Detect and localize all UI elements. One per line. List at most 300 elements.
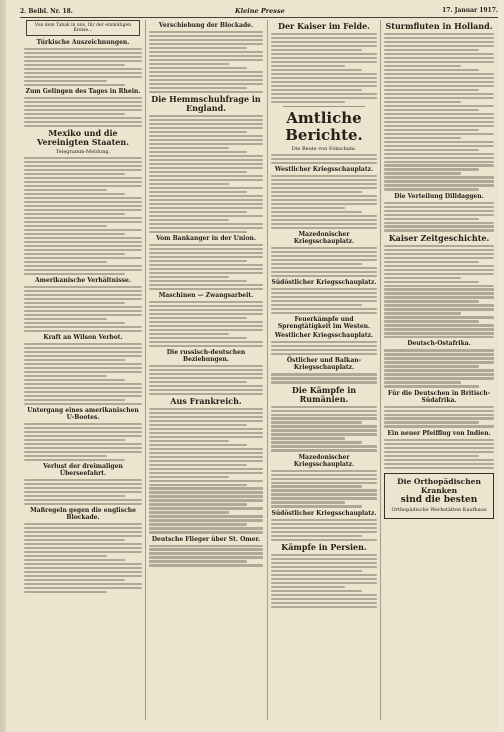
text-line — [24, 80, 107, 82]
text-line — [149, 556, 263, 558]
text-line — [271, 53, 377, 55]
text-line — [149, 548, 263, 550]
text-line — [271, 187, 377, 189]
text-line — [149, 151, 247, 153]
column-2 — [149, 20, 263, 720]
text-line — [149, 123, 263, 125]
text-line — [149, 424, 247, 426]
article-body — [271, 519, 377, 541]
text-line — [384, 113, 494, 115]
article-heading: Östlicher und Balkan-Kriegsschauplatz. — [286, 357, 362, 372]
text-line — [24, 105, 142, 107]
text-line — [271, 219, 377, 221]
text-line — [149, 155, 263, 157]
text-line — [24, 185, 142, 187]
text-line — [271, 97, 377, 99]
text-line — [24, 395, 142, 397]
text-line — [271, 433, 377, 435]
text-line — [149, 47, 247, 49]
text-line — [149, 75, 263, 77]
text-line — [24, 371, 142, 373]
text-line — [149, 276, 229, 278]
text-line — [149, 309, 263, 311]
text-line — [149, 51, 263, 53]
article-heading: Südöstlicher Kriegsschauplatz. — [271, 279, 377, 287]
text-line — [24, 347, 142, 349]
text-line — [24, 383, 142, 385]
text-line — [149, 231, 247, 233]
article-body — [271, 554, 377, 608]
article-heading: Maschinen — Zwangsarbeit. — [158, 291, 254, 299]
text-line — [271, 191, 362, 193]
text-line — [384, 443, 494, 445]
text-line — [271, 89, 362, 91]
text-line — [149, 523, 247, 525]
text-line — [271, 437, 345, 439]
text-line — [24, 547, 142, 549]
text-line — [24, 527, 142, 529]
article-body — [24, 479, 142, 505]
text-line — [384, 164, 494, 166]
text-line — [271, 263, 362, 265]
text-line — [24, 173, 125, 175]
issue-number: 2. Beibl. Nr. 18. — [20, 8, 73, 15]
article-body — [271, 33, 377, 103]
text-line — [384, 77, 494, 79]
text-line — [384, 406, 494, 408]
text-line — [384, 129, 479, 131]
text-line — [24, 427, 142, 429]
text-line — [384, 414, 494, 416]
article-body — [271, 341, 377, 355]
text-line — [271, 606, 377, 608]
newspaper-title: Kleine Presse — [235, 7, 285, 15]
text-line — [384, 336, 494, 338]
article-body — [149, 545, 263, 567]
article-heading: Der Kaiser im Felde. — [278, 21, 370, 31]
text-line — [384, 141, 494, 143]
text-line — [271, 33, 377, 35]
text-line — [384, 365, 479, 367]
text-line — [384, 222, 494, 224]
text-line — [149, 63, 229, 65]
text-line — [149, 389, 263, 391]
text-line — [24, 165, 142, 167]
text-line — [149, 195, 263, 197]
text-line — [24, 387, 142, 389]
text-line — [24, 72, 142, 74]
text-line — [384, 137, 461, 139]
article-heading: Feuerkämpfe und Sprengtätigkeit im Westen. — [277, 316, 371, 331]
article-heading: Die Verteilung Dilldaggen. — [394, 192, 484, 200]
text-line — [384, 316, 494, 318]
text-line — [149, 313, 263, 315]
article-body — [384, 245, 494, 339]
text-line — [384, 332, 494, 334]
text-line — [24, 451, 142, 453]
text-line — [149, 515, 263, 517]
text-line — [271, 247, 377, 249]
text-line — [271, 175, 377, 177]
text-line — [271, 37, 377, 39]
text-line — [24, 322, 125, 324]
text-line — [271, 566, 377, 568]
text-line — [384, 361, 494, 363]
text-line — [384, 57, 494, 59]
text-line — [24, 314, 142, 316]
text-line — [149, 183, 229, 185]
text-line — [24, 60, 142, 62]
text-line — [149, 252, 263, 254]
text-line — [271, 300, 377, 302]
text-line — [384, 277, 461, 279]
text-line — [271, 203, 377, 205]
text-line — [384, 157, 494, 159]
section-subtitle: Die Beute von Fokschani. — [291, 145, 357, 152]
article-heading: Türkische Auszeichnungen. — [36, 39, 130, 46]
text-line — [149, 416, 263, 418]
text-line — [149, 460, 263, 462]
text-line — [384, 320, 479, 322]
text-line — [149, 552, 263, 554]
text-line — [271, 353, 377, 355]
text-line — [24, 201, 142, 203]
article-body — [271, 154, 377, 164]
article-heading: Die russisch-deutschen Beziehungen. — [166, 348, 246, 363]
text-line — [24, 241, 142, 243]
article-body — [24, 157, 142, 275]
text-line — [24, 229, 142, 231]
text-line — [384, 459, 494, 461]
text-line — [384, 304, 494, 306]
text-line — [384, 225, 494, 227]
text-line — [384, 133, 494, 135]
text-line — [271, 101, 345, 103]
text-line — [149, 288, 263, 290]
text-line — [149, 412, 263, 414]
text-line — [149, 31, 263, 33]
text-line — [24, 225, 107, 227]
text-line — [271, 93, 377, 95]
text-line — [384, 65, 461, 67]
article-body — [384, 439, 494, 469]
text-line — [24, 265, 142, 267]
text-line — [24, 56, 142, 58]
text-line — [24, 101, 142, 103]
text-line — [24, 177, 142, 179]
text-line — [384, 168, 479, 170]
text-line — [149, 223, 263, 225]
text-line — [149, 560, 247, 562]
text-line — [149, 329, 263, 331]
issue-date: 17. Januar 1917. — [442, 7, 498, 14]
text-line — [24, 193, 125, 195]
text-line — [271, 527, 377, 529]
text-line — [384, 249, 494, 251]
text-line — [149, 545, 263, 547]
text-line — [384, 257, 494, 259]
text-line — [149, 211, 247, 213]
text-line — [384, 97, 494, 99]
text-line — [271, 292, 377, 294]
text-line — [149, 499, 263, 501]
article-body — [384, 33, 494, 191]
text-line — [24, 359, 125, 361]
text-line — [24, 591, 107, 593]
text-line — [24, 571, 142, 573]
text-line — [271, 154, 377, 156]
text-line — [149, 143, 263, 145]
text-line — [149, 115, 263, 117]
text-line — [24, 68, 142, 70]
article-heading: Mazedonischer Kriegsschauplatz. — [293, 453, 355, 468]
text-line — [271, 223, 377, 225]
text-line — [149, 55, 263, 57]
text-line — [384, 184, 494, 186]
text-line — [149, 393, 263, 395]
text-line — [384, 53, 494, 55]
text-line — [271, 341, 377, 343]
text-line — [384, 253, 494, 255]
article-body — [24, 48, 142, 86]
text-line — [24, 523, 142, 525]
text-line — [149, 39, 263, 41]
text-line — [149, 511, 229, 513]
text-line — [24, 197, 142, 199]
text-line — [384, 353, 494, 355]
text-line — [149, 503, 247, 505]
text-line — [149, 305, 263, 307]
text-line — [271, 497, 377, 499]
text-line — [384, 381, 461, 383]
text-line — [24, 567, 142, 569]
text-line — [149, 385, 263, 387]
text-line — [271, 485, 362, 487]
article-body — [271, 247, 377, 277]
article-body — [149, 365, 263, 395]
text-line — [384, 153, 494, 155]
text-line — [149, 131, 247, 133]
article-body — [149, 408, 263, 534]
article-heading: Sturmfluten in Holland. — [385, 21, 493, 31]
text-line — [149, 484, 247, 486]
text-line — [271, 482, 377, 484]
text-line — [149, 43, 263, 45]
text-line — [271, 523, 377, 525]
article-body — [384, 202, 494, 232]
text-line — [384, 121, 494, 123]
text-line — [271, 602, 377, 604]
text-line — [271, 69, 362, 71]
text-line — [384, 451, 494, 453]
text-line — [384, 410, 494, 412]
article-heading: Mexiko und die Vereinigten Staaten. — [37, 128, 129, 148]
text-line — [384, 229, 494, 231]
text-line — [24, 294, 142, 296]
article-heading: Deutsche Flieger über St. Omer. — [151, 535, 261, 543]
text-line — [384, 45, 494, 47]
ad-footer: Orthopädische Werkstätten Kaufhaus — [391, 506, 487, 513]
text-line — [24, 48, 142, 50]
text-line — [384, 467, 494, 469]
text-line — [149, 468, 263, 470]
article-heading: Westlicher Kriegsschauplatz. — [274, 332, 374, 340]
text-line — [149, 219, 229, 221]
text-line — [24, 76, 142, 78]
text-line — [149, 464, 247, 466]
article-body — [271, 175, 377, 229]
text-line — [149, 369, 263, 371]
text-line — [271, 539, 377, 541]
text-line — [149, 527, 263, 529]
text-line — [149, 59, 263, 61]
text-line — [24, 535, 142, 537]
text-line — [384, 105, 494, 107]
text-line — [271, 594, 377, 596]
text-line — [24, 575, 142, 577]
text-line — [24, 375, 107, 377]
article-heading: Kaiser Zeitgeschichte. — [388, 232, 490, 243]
text-line — [384, 369, 494, 371]
text-line — [24, 351, 142, 353]
article-body — [24, 343, 142, 405]
text-line — [271, 304, 362, 306]
text-line — [271, 215, 377, 217]
text-line — [384, 421, 479, 423]
text-line — [271, 77, 377, 79]
text-line — [271, 61, 377, 63]
text-line — [149, 432, 263, 434]
text-line — [271, 183, 377, 185]
text-line — [24, 330, 142, 332]
text-line — [24, 326, 142, 328]
text-line — [271, 414, 377, 416]
text-line — [24, 217, 142, 219]
text-line — [384, 61, 494, 63]
text-line — [24, 306, 142, 308]
text-line — [24, 273, 125, 275]
text-line — [384, 288, 494, 290]
text-line — [24, 503, 142, 505]
text-line — [271, 296, 377, 298]
text-line — [271, 377, 377, 379]
text-line — [271, 49, 362, 51]
text-line — [149, 139, 263, 141]
text-line — [384, 206, 494, 208]
article-heading: Deutsch-Ostafrika. — [407, 340, 471, 348]
section-title: Amtliche Berichte. — [285, 108, 363, 144]
text-line — [271, 570, 362, 572]
text-line — [24, 253, 125, 255]
text-line — [24, 109, 142, 111]
text-line — [24, 64, 125, 66]
text-line — [149, 301, 263, 303]
text-line — [149, 444, 247, 446]
text-line — [271, 474, 377, 476]
text-line — [271, 425, 377, 427]
text-line — [384, 125, 494, 127]
text-line — [24, 181, 142, 183]
text-line — [149, 420, 263, 422]
text-line — [149, 191, 247, 193]
article-heading: Die Kämpfe in Rumänien. — [291, 384, 357, 404]
text-line — [149, 215, 263, 217]
text-line — [271, 349, 377, 351]
advertisement — [384, 473, 494, 519]
text-line — [24, 443, 142, 445]
text-line — [384, 109, 479, 111]
text-line — [24, 125, 142, 127]
text-line — [384, 281, 479, 283]
text-line — [384, 202, 494, 204]
text-line — [24, 302, 125, 304]
text-line — [271, 562, 377, 564]
text-line — [271, 558, 377, 560]
article-body — [24, 286, 142, 332]
text-line — [271, 275, 377, 277]
text-line — [149, 321, 263, 323]
text-line — [149, 199, 263, 201]
text-line — [149, 227, 263, 229]
text-line — [271, 345, 377, 347]
text-line — [24, 121, 142, 123]
text-line — [24, 84, 125, 86]
text-line — [384, 176, 494, 178]
text-line — [149, 159, 263, 161]
text-line — [24, 169, 142, 171]
text-line — [271, 493, 377, 495]
text-line — [384, 214, 494, 216]
text-line — [24, 286, 142, 288]
text-line — [271, 410, 377, 412]
text-line — [149, 452, 263, 454]
text-line — [24, 435, 142, 437]
article-heading: Kämpfe in Persien. — [281, 541, 367, 552]
text-line — [149, 333, 229, 335]
text-line — [384, 463, 494, 465]
article-body — [384, 406, 494, 428]
text-line — [24, 221, 142, 223]
text-line — [149, 127, 263, 129]
ad-line: Die Orthopädischen Kranken — [397, 476, 481, 495]
text-line — [271, 288, 377, 290]
text-line — [24, 579, 125, 581]
text-line — [24, 209, 142, 211]
text-line — [149, 428, 263, 430]
column-rule — [380, 20, 381, 720]
text-line — [384, 101, 461, 103]
notice-box: Von dem Tabak in uns, Ihr der einmütigen Kreise... — [26, 20, 140, 36]
text-line — [384, 117, 494, 119]
text-line — [271, 179, 377, 181]
article-body — [149, 115, 263, 233]
text-line — [24, 583, 142, 585]
article-body — [384, 349, 494, 387]
text-line — [271, 586, 345, 588]
text-line — [24, 237, 142, 239]
text-line — [271, 73, 377, 75]
text-line — [384, 324, 494, 326]
text-line — [149, 472, 263, 474]
text-line — [384, 292, 494, 294]
text-line — [384, 300, 479, 302]
text-line — [24, 559, 125, 561]
text-line — [271, 535, 362, 537]
text-line — [384, 37, 494, 39]
text-line — [24, 439, 125, 441]
text-line — [24, 459, 125, 461]
article-heading: Für die Deutschen in Britisch-Südafrika. — [387, 389, 491, 404]
